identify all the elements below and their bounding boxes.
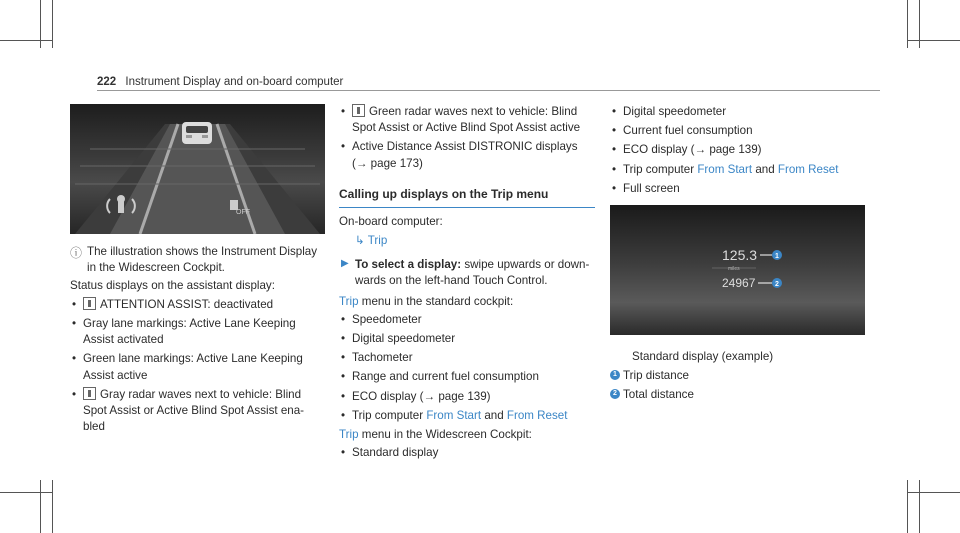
step-bold: To select a display: [355, 258, 462, 272]
info-icon: ⓘ [70, 246, 83, 260]
list-item: • Current fuel consumption [610, 123, 865, 139]
list-item [70, 351, 325, 383]
svg-text:1: 1 [775, 253, 779, 261]
running-header [97, 74, 343, 90]
svg-text:OFF: OFF [236, 209, 250, 216]
list-item: • Digital speedometer [610, 104, 865, 120]
list-item: • Digital speedometer [339, 331, 595, 347]
step-arrow-icon: ▶ [341, 258, 349, 270]
list-item-text: ATTENTION ASSIST: deactivated [100, 297, 274, 311]
trip-link: Trip [339, 428, 359, 442]
figure-caption: Standard display (example) [632, 350, 774, 364]
status-list-continued [339, 104, 595, 172]
onboard-label: On-board computer: [339, 214, 443, 228]
list-item [70, 297, 325, 313]
blind-spot-icon [83, 387, 96, 400]
list-item: • ECO display (→ page 139) [339, 389, 595, 405]
list-item: • Range and current fuel consumption [339, 369, 595, 385]
step-text: swipe upwards or down- wards on the left-hand Touch Control. [355, 258, 590, 288]
trip-widescreen-intro [339, 427, 595, 443]
middle-column [339, 104, 595, 465]
list-item-text: Trip computer [623, 162, 695, 176]
path-arrow-icon: ↳ [355, 233, 365, 247]
page-number: 222 [97, 76, 117, 88]
list-item [70, 316, 325, 348]
from-start-link: From Start [426, 408, 482, 422]
list-item-text: and [755, 162, 775, 176]
attention-assist-icon [83, 297, 96, 310]
from-start-link: From Start [697, 162, 753, 176]
status-intro: Status displays on the assistant display: [70, 279, 275, 293]
instruction-step [339, 257, 595, 289]
list-item [610, 162, 865, 178]
menu-path [339, 233, 595, 249]
list-item: • Speedometer [339, 312, 595, 328]
intro-text: menu in the Widescreen Cockpit: [361, 428, 532, 442]
crop-mark [0, 40, 52, 41]
list-item-text: Gray radar waves next to vehicle: Blind Spot Assist or Active Blind Spot Assist ena- bled [83, 387, 305, 434]
legend-text: Trip distance [623, 369, 689, 383]
crop-mark [52, 480, 53, 533]
intro-text: menu in the standard cockpit: [361, 294, 514, 308]
legend-item [610, 368, 865, 384]
crop-mark [0, 492, 52, 493]
left-column [70, 104, 325, 438]
legend-badge: 2 [610, 389, 620, 399]
blind-spot-icon [352, 104, 365, 117]
svg-text:2: 2 [775, 281, 779, 289]
standard-cockpit-list [339, 312, 595, 424]
section-title: Calling up displays on the Trip menu [339, 186, 595, 208]
list-item: • ECO display (→ page 139) [610, 142, 865, 158]
svg-text:miles: miles [728, 266, 740, 273]
crop-mark [907, 480, 908, 533]
svg-text:24967: 24967 [722, 276, 756, 291]
path-trip: Trip [367, 233, 388, 247]
status-list [70, 297, 325, 436]
list-item-text: Green radar waves next to vehicle: Blind Spot Assist or Active Blind Spot Assist active [352, 105, 581, 135]
list-item: • Tachometer [339, 350, 595, 366]
legend-text: Total distance [623, 387, 694, 401]
crop-mark [907, 492, 960, 493]
legend-badge: 1 [610, 370, 620, 380]
trip-link: Trip [339, 294, 359, 308]
standard-display-illustration [610, 205, 865, 335]
header-title: Instrument Display and on-board computer [125, 76, 344, 88]
illustration-note [70, 244, 325, 276]
list-item-text: Green lane markings: Active Lane Keeping Assist active [83, 352, 303, 382]
list-item [339, 408, 595, 424]
list-item: • Standard display [339, 445, 595, 461]
widescreen-cockpit-illustration [70, 104, 325, 234]
crop-mark [52, 0, 53, 48]
list-item [70, 387, 325, 436]
figure-legend [610, 368, 865, 402]
header-rule [97, 90, 880, 91]
legend-item [610, 387, 865, 403]
from-reset-link: From Reset [506, 408, 568, 422]
svg-text:125.3: 125.3 [722, 247, 758, 264]
trip-standard-intro [339, 294, 595, 310]
list-item-text: and [484, 408, 504, 422]
note-text: The illustration shows the Instrument Display in the Widescreen Cockpit. [87, 245, 318, 275]
crop-mark [919, 480, 920, 533]
crop-mark [907, 40, 960, 41]
widescreen-list [339, 445, 595, 461]
list-item [339, 104, 595, 136]
widescreen-list-continued [610, 104, 865, 197]
list-item: • Full screen [610, 181, 865, 197]
list-item-text: Trip computer [352, 408, 424, 422]
list-item [339, 139, 595, 171]
from-reset-link: From Reset [777, 162, 839, 176]
list-item-text: Gray lane markings: Active Lane Keeping Assist activated [83, 316, 296, 347]
crop-mark [40, 480, 41, 533]
list-item-text: Active Distance Assist DISTRONIC displays (→ page 173) [352, 140, 578, 170]
right-column [610, 104, 865, 405]
